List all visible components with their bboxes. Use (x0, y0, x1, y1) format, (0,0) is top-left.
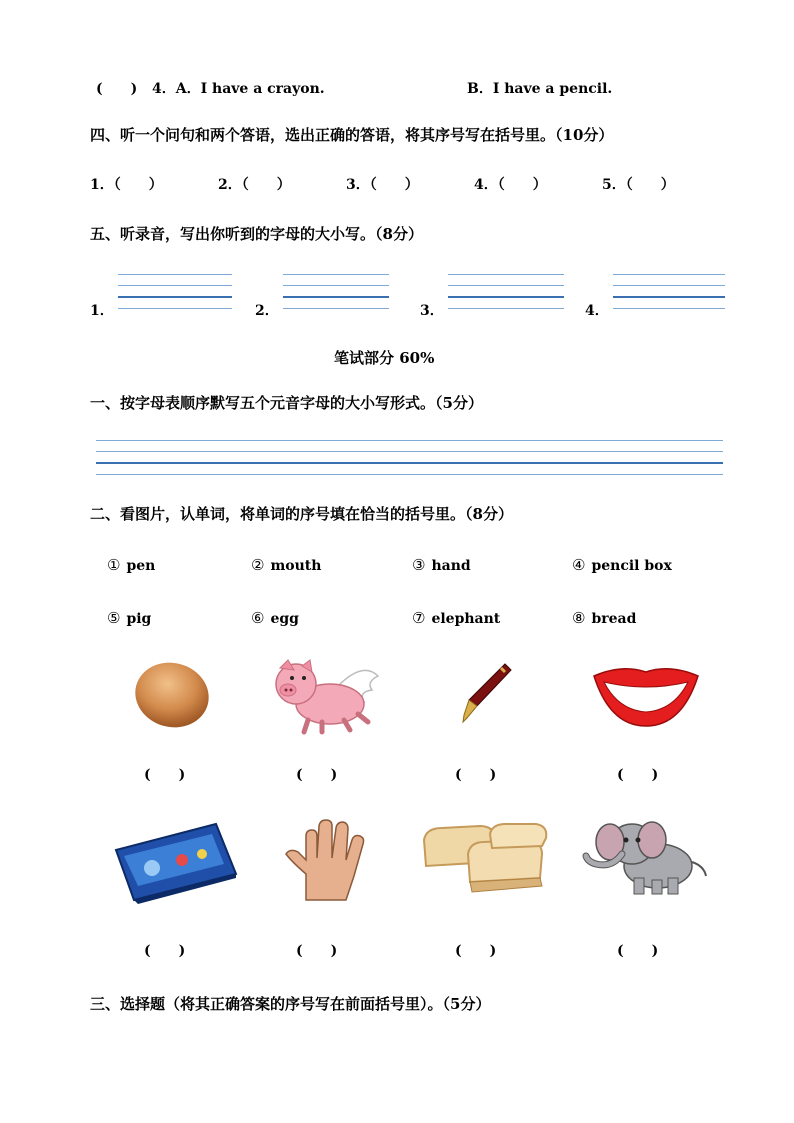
answer-blank-4[interactable]: 4．（ ） (474, 177, 547, 193)
answer-blank-5[interactable]: 5．（ ） (602, 177, 675, 193)
word-option-2: ② mouth (251, 556, 322, 574)
picture-answer-paren-3[interactable]: ( ) (455, 767, 497, 783)
answer-paren[interactable]: ( ) (96, 81, 138, 97)
picture-answer-paren-8[interactable]: ( ) (617, 943, 659, 959)
question-4-option-a: 4．A．I have a crayon. (152, 81, 325, 97)
written-section-3-title: 三、选择题（将其正确答案的序号写在前面括号里）。（5分） (90, 995, 491, 1013)
question-4-option-b: B．I have a pencil. (467, 81, 613, 97)
written-section-2-title: 二、看图片，认单词，将单词的序号填在恰当的括号里。（8分） (90, 505, 513, 523)
picture-answer-paren-6[interactable]: ( ) (296, 943, 338, 959)
pig-picture (268, 656, 380, 736)
word-option-7: ⑦ elephant (412, 609, 501, 627)
picture-answer-paren-5[interactable]: ( ) (144, 943, 186, 959)
answer-blank-2[interactable]: 2．（ ） (218, 177, 291, 193)
section-4-title: 四、听一个问句和两个答语，选出正确的答语，将其序号写在括号里。（10分） (90, 126, 614, 144)
letter-number-2: 2． (255, 303, 279, 319)
word-option-5: ⑤ pig (107, 609, 152, 627)
writing-lines-3[interactable] (448, 274, 564, 310)
pen-picture (455, 660, 511, 724)
picture-answer-paren-4[interactable]: ( ) (617, 767, 659, 783)
answer-blank-3[interactable]: 3．（ ） (346, 177, 419, 193)
mouth-picture (592, 664, 700, 728)
section-5-title: 五、听录音，写出你听到的字母的大小写。（8分） (90, 225, 423, 243)
word-option-4: ④ pencil box (572, 556, 672, 574)
writing-lines-1[interactable] (118, 274, 232, 310)
letter-number-4: 4． (585, 303, 609, 319)
writing-lines-2[interactable] (283, 274, 389, 310)
answer-blank-1[interactable]: 1．（ ） (90, 177, 163, 193)
letter-number-1: 1． (90, 303, 114, 319)
hand-picture (284, 818, 370, 902)
bread-picture (420, 820, 548, 896)
written-section-1-title: 一、按字母表顺序默写五个元音字母的大小写形式。（5分） (90, 394, 483, 412)
word-option-1: ① pen (107, 556, 156, 574)
picture-answer-paren-7[interactable]: ( ) (455, 943, 497, 959)
egg-picture (130, 660, 214, 730)
vowel-writing-lines[interactable] (96, 440, 723, 476)
writing-lines-4[interactable] (613, 274, 725, 310)
letter-number-3: 3． (420, 303, 444, 319)
word-option-8: ⑧ bread (572, 609, 637, 627)
written-part-heading: 笔试部分 60% (334, 349, 435, 367)
picture-answer-paren-1[interactable]: ( ) (144, 767, 186, 783)
elephant-picture (582, 814, 710, 898)
picture-answer-paren-2[interactable]: ( ) (296, 767, 338, 783)
word-option-3: ③ hand (412, 556, 471, 574)
word-option-6: ⑥ egg (251, 609, 299, 627)
pencil-box-picture (112, 820, 238, 904)
